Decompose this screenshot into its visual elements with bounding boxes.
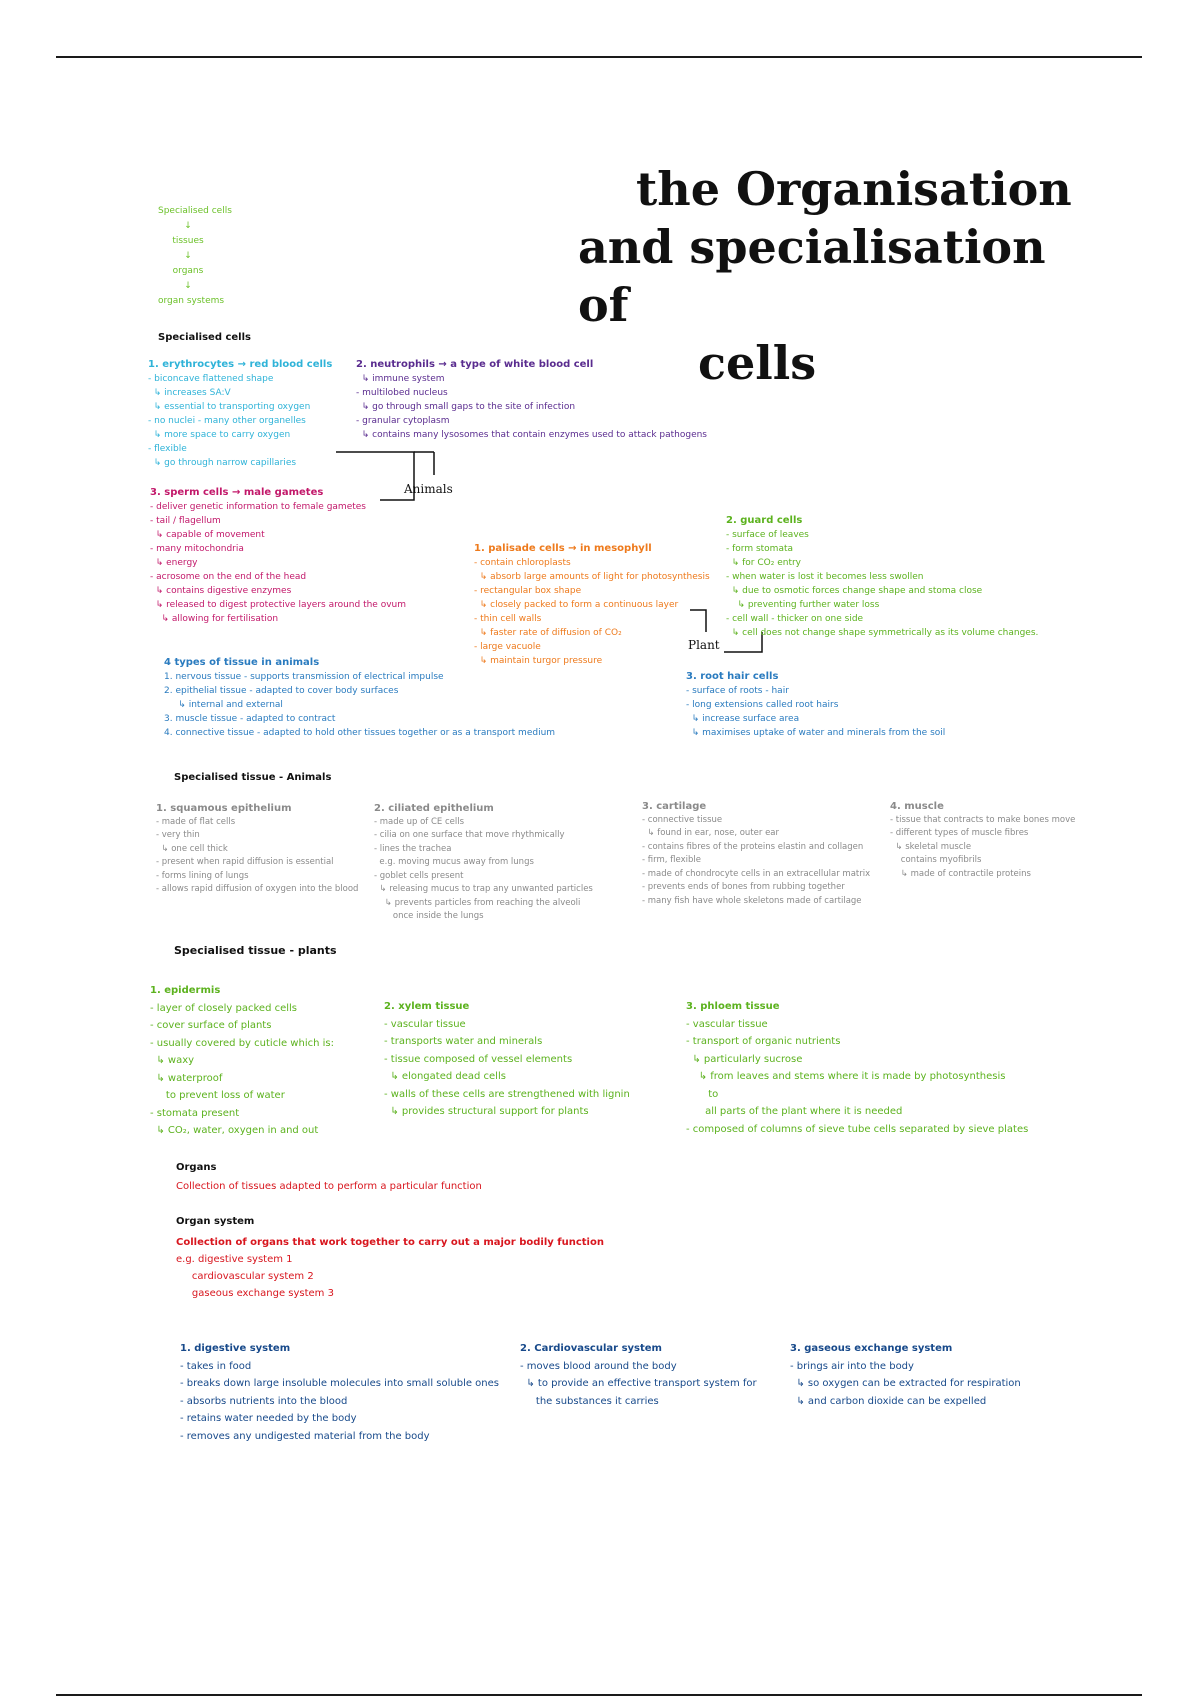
- squamous-epithelium-notes-line: - very thin: [156, 830, 200, 840]
- digestive-system-notes-line: - absorbs nutrients into the blood: [180, 1395, 348, 1407]
- sperm-cell-notes-line: - deliver genetic information to female gametes: [150, 502, 366, 512]
- organ-system-definition-line: cardiovascular system 2: [176, 1271, 314, 1282]
- muscle-notes-line: - tissue that contracts to make bones move: [890, 814, 1076, 825]
- guard-cell-notes-line: ↳ preventing further water loss: [726, 600, 880, 610]
- xylem-notes-line: - walls of these cells are strengthened with lignin: [384, 1088, 630, 1100]
- xylem-notes-line: ↳ elongated dead cells: [384, 1071, 506, 1082]
- organs-heading: Organs: [176, 1162, 217, 1173]
- digestive-system-notes-line: - breaks down large insoluble molecules into small soluble ones: [180, 1378, 499, 1389]
- palisade-cell-notes-line: - rectangular box shape: [474, 586, 582, 596]
- tissue-types-notes-line: 2. epithelial tissue - adapted to cover body surfaces: [164, 686, 399, 696]
- palisade-cell-notes-line: - large vacuole: [474, 642, 541, 652]
- guard-cell-notes-line: ↳ cell does not change shape symmetrically as its volume changes.: [726, 628, 1039, 638]
- palisade-cell-notes-line: - thin cell walls: [474, 614, 542, 624]
- epidermis-notes-line: ↳ waxy: [150, 1055, 195, 1066]
- palisade-cell-notes-line: ↳ maintain turgor pressure: [474, 656, 603, 666]
- squamous-epithelium-notes-line: - present when rapid diffusion is essential: [156, 857, 334, 867]
- sperm-cell-notes-line: ↳ released to digest protective layers around the ovum: [150, 600, 407, 610]
- muscle-notes-line: ↳ made of contractile proteins: [890, 868, 1031, 879]
- cartilage-notes-line: - prevents ends of bones from rubbing together: [642, 882, 845, 892]
- ciliated-epithelium-notes-line: e.g. moving mucus away from lungs: [374, 857, 534, 867]
- erythrocyte-notes-line: ↳ more space to carry oxygen: [148, 430, 291, 440]
- epidermis-notes-line: - stomata present: [150, 1107, 240, 1119]
- cartilage-notes-line: - connective tissue: [642, 814, 723, 825]
- ciliated-epithelium-notes-line: ↳ prevents particles from reaching the alveoli: [374, 897, 581, 908]
- phloem-notes-line: - transport of organic nutrients: [686, 1036, 841, 1047]
- epidermis-notes-line: - layer of closely packed cells: [150, 1002, 298, 1014]
- root-hair-cell-notes-line: - surface of roots - hair: [686, 686, 789, 696]
- ciliated-epithelium-notes-line: - cilia on one surface that move rhythmically: [374, 830, 565, 840]
- ciliated-epithelium-notes-line: 2. ciliated epithelium: [374, 803, 494, 814]
- tissue-types-notes-line: 1. nervous tissue - supports transmission of electrical impulse: [164, 672, 444, 682]
- sperm-cell-notes-line: ↳ capable of movement: [150, 530, 265, 540]
- root-hair-cell-notes-line: 3. root hair cells: [686, 671, 779, 682]
- muscle-notes-line: - different types of muscle fibres: [890, 828, 1029, 838]
- specialised-cells-heading: Specialised cells: [158, 332, 251, 343]
- guard-cell-notes-line: - form stomata: [726, 544, 794, 554]
- erythrocyte-notes-line: ↳ increases SA:V: [148, 388, 231, 398]
- neutrophil-notes-line: ↳ contains many lysosomes that contain enzymes used to attack pathogens: [356, 430, 707, 440]
- plant-label: Plant: [688, 638, 720, 652]
- cartilage-notes-line: 3. cartilage: [642, 801, 707, 812]
- epidermis-notes-line: ↳ waterproof: [150, 1072, 223, 1084]
- sperm-cell-notes-line: ↳ contains digestive enzymes: [150, 586, 292, 596]
- palisade-cell-notes-line: ↳ closely packed to form a continuous layer: [474, 600, 679, 610]
- ciliated-epithelium-notes-line: once inside the lungs: [374, 911, 484, 921]
- organ-system-definition-line: Collection of organs that work together to carry out a major bodily function: [176, 1237, 604, 1248]
- erythrocyte-notes-line: - flexible: [148, 444, 187, 454]
- erythrocyte-notes-line: ↳ essential to transporting oxygen: [148, 402, 311, 412]
- phloem-notes: [686, 998, 1028, 1138]
- xylem-notes-line: - vascular tissue: [384, 1018, 466, 1030]
- plant-tissue-heading: Specialised tissue - plants: [174, 944, 337, 957]
- hierarchy-list-line: organ systems: [158, 296, 225, 306]
- palisade-cell-notes-line: ↳ absorb large amounts of light for photosynthesis: [474, 572, 710, 582]
- phloem-notes-line: - composed of columns of sieve tube cells separated by sieve plates: [686, 1123, 1029, 1135]
- epidermis-notes-line: 1. epidermis: [150, 985, 221, 996]
- epidermis-notes-line: to prevent loss of water: [150, 1090, 285, 1101]
- epidermis-notes-line: ↳ CO₂, water, oxygen in and out: [150, 1125, 319, 1136]
- muscle-notes-line: 4. muscle: [890, 801, 944, 812]
- animals-label: Animals: [404, 482, 453, 496]
- sperm-cell-notes-line: ↳ allowing for fertilisation: [150, 614, 279, 624]
- organ-system-heading: Organ system: [176, 1216, 255, 1227]
- animals-connector: [336, 452, 414, 500]
- cartilage-notes-line: - many fish have whole skeletons made of cartilage: [642, 895, 862, 906]
- neutrophil-notes-line: 2. neutrophils → a type of white blood cell: [356, 359, 594, 370]
- phloem-notes-line: ↳ from leaves and stems where it is made by photosynthesis: [686, 1071, 1006, 1082]
- organ-system-definition: [176, 1234, 604, 1302]
- epidermis-notes-line: - cover surface of plants: [150, 1020, 272, 1031]
- neutrophil-notes-line: - granular cytoplasm: [356, 416, 450, 426]
- gaseous-exchange-system-notes-line: 3. gaseous exchange system: [790, 1343, 953, 1354]
- ciliated-epithelium-notes: [374, 802, 593, 924]
- ciliated-epithelium-notes-line: ↳ releasing mucus to trap any unwanted particles: [374, 884, 593, 894]
- xylem-notes-line: ↳ provides structural support for plants: [384, 1106, 589, 1117]
- palisade-cell-notes-line: - contain chloroplasts: [474, 558, 571, 568]
- erythrocyte-notes-line: - no nuclei - many other organelles: [148, 416, 306, 426]
- palisade-cell-notes: [474, 542, 710, 668]
- cardiovascular-system-notes-line: - moves blood around the body: [520, 1360, 677, 1372]
- hierarchy-list-line: ↓: [184, 281, 192, 291]
- phloem-notes-line: 3. phloem tissue: [686, 1001, 780, 1012]
- sperm-cell-notes-line: 3. sperm cells → male gametes: [150, 487, 324, 498]
- guard-cell-notes: [726, 514, 1038, 640]
- cardiovascular-system-notes-line: the substances it carries: [520, 1395, 659, 1407]
- guard-cell-notes-line: ↳ for CO₂ entry: [726, 558, 801, 568]
- hierarchy-list-line: organs: [172, 266, 204, 276]
- cartilage-notes-line: - firm, flexible: [642, 855, 701, 865]
- xylem-notes: [384, 998, 630, 1121]
- sperm-cell-notes-line: - many mitochondria: [150, 544, 244, 554]
- ciliated-epithelium-notes-line: - made up of CE cells: [374, 816, 465, 827]
- sperm-cell-notes-line: ↳ energy: [150, 558, 198, 568]
- squamous-epithelium-notes: [156, 802, 358, 897]
- digestive-system-notes: [180, 1340, 499, 1445]
- palisade-cell-notes-line: ↳ faster rate of diffusion of CO₂: [474, 628, 622, 638]
- cartilage-notes-line: ↳ found in ear, nose, outer ear: [642, 828, 780, 838]
- squamous-epithelium-notes-line: - made of flat cells: [156, 816, 236, 827]
- phloem-notes-line: - vascular tissue: [686, 1018, 768, 1030]
- digestive-system-notes-line: - takes in food: [180, 1360, 252, 1372]
- sperm-cell-notes-line: - acrosome on the end of the head: [150, 572, 307, 582]
- epidermis-notes-line: - usually covered by cuticle which is:: [150, 1037, 334, 1049]
- root-hair-cell-notes-line: ↳ maximises uptake of water and minerals from the soil: [686, 728, 946, 738]
- hierarchy-list-line: tissues: [172, 236, 204, 246]
- digestive-system-notes-line: 1. digestive system: [180, 1343, 291, 1354]
- cartilage-notes-line: - made of chondrocyte cells in an extracellular matrix: [642, 868, 871, 879]
- erythrocyte-notes-line: 1. erythrocytes → red blood cells: [148, 359, 333, 370]
- root-hair-cell-notes-line: - long extensions called root hairs: [686, 700, 839, 710]
- xylem-notes-line: - tissue composed of vessel elements: [384, 1053, 573, 1065]
- organ-system-definition-line: gaseous exchange system 3: [176, 1288, 334, 1299]
- digestive-system-notes-line: - removes any undigested material from the body: [180, 1430, 430, 1442]
- cardiovascular-system-notes-line: ↳ to provide an effective transport system for: [520, 1378, 757, 1389]
- organs-definition: Collection of tissues adapted to perform a particular function: [176, 1181, 482, 1192]
- neutrophil-notes-line: - multilobed nucleus: [356, 388, 448, 398]
- root-hair-cell-notes: [686, 670, 945, 740]
- digestive-system-notes-line: - retains water needed by the body: [180, 1413, 357, 1424]
- squamous-epithelium-notes-line: - allows rapid diffusion of oxygen into the blood: [156, 884, 359, 894]
- tissue-types-notes-line: ↳ internal and external: [164, 700, 283, 710]
- muscle-notes-line: ↳ skeletal muscle: [890, 841, 972, 852]
- tissue-types-notes-line: 4. connective tissue - adapted to hold other tissues together or as a transport medium: [164, 728, 556, 738]
- squamous-epithelium-notes-line: ↳ one cell thick: [156, 843, 228, 854]
- title-line-3: cells: [698, 336, 817, 390]
- sperm-cell-notes-line: - tail / flagellum: [150, 516, 221, 526]
- neutrophil-notes-line: ↳ immune system: [356, 374, 445, 384]
- animal-tissue-heading: Specialised tissue - Animals: [174, 772, 332, 783]
- cardiovascular-system-notes-line: 2. Cardiovascular system: [520, 1343, 662, 1354]
- hierarchy-list-line: ↓: [184, 251, 192, 261]
- title-line-1: the Organisation: [636, 162, 1072, 216]
- tissue-types-notes: [164, 656, 555, 740]
- palisade-cell-notes-line: 1. palisade cells → in mesophyll: [474, 543, 652, 554]
- phloem-notes-line: all parts of the plant where it is needed: [686, 1106, 903, 1117]
- ciliated-epithelium-notes-line: - goblet cells present: [374, 870, 464, 881]
- root-hair-cell-notes-line: ↳ increase surface area: [686, 714, 800, 724]
- squamous-epithelium-notes-line: - forms lining of lungs: [156, 870, 249, 881]
- gaseous-exchange-system-notes-line: - brings air into the body: [790, 1360, 914, 1372]
- ciliated-epithelium-notes-line: - lines the trachea: [374, 843, 452, 854]
- squamous-epithelium-notes-line: 1. squamous epithelium: [156, 803, 292, 814]
- title-line-2: and specialisation of: [578, 220, 1046, 332]
- gaseous-exchange-system-notes: [790, 1340, 1021, 1410]
- erythrocyte-notes-line: - biconcave flattened shape: [148, 374, 274, 384]
- hierarchy-list-line: ↓: [184, 221, 192, 231]
- cartilage-notes-line: - contains fibres of the proteins elastin and collagen: [642, 841, 864, 852]
- guard-cell-notes-line: - cell wall - thicker on one side: [726, 614, 864, 624]
- tissue-types-notes-line: 4 types of tissue in animals: [164, 657, 320, 668]
- cartilage-notes: [642, 800, 870, 908]
- organ-system-definition-line: e.g. digestive system 1: [176, 1254, 293, 1265]
- hierarchy-list-line: Specialised cells: [158, 206, 232, 216]
- cardiovascular-system-notes: [520, 1340, 757, 1410]
- gaseous-exchange-system-notes-line: ↳ so oxygen can be extracted for respiration: [790, 1378, 1021, 1389]
- erythrocyte-notes-line: ↳ go through narrow capillaries: [148, 458, 297, 468]
- guard-cell-notes-line: - surface of leaves: [726, 530, 809, 540]
- phloem-notes-line: to: [686, 1088, 719, 1100]
- muscle-notes: [890, 800, 1075, 881]
- guard-cell-notes-line: - when water is lost it becomes less swollen: [726, 572, 924, 582]
- gaseous-exchange-system-notes-line: ↳ and carbon dioxide can be expelled: [790, 1395, 987, 1407]
- xylem-notes-line: - transports water and minerals: [384, 1036, 543, 1047]
- phloem-notes-line: ↳ particularly sucrose: [686, 1053, 803, 1065]
- muscle-notes-line: contains myofibrils: [890, 855, 982, 865]
- tissue-types-notes-line: 3. muscle tissue - adapted to contract: [164, 714, 336, 724]
- epidermis-notes: [150, 982, 334, 1140]
- neutrophil-notes-line: ↳ go through small gaps to the site of infection: [356, 402, 576, 412]
- guard-cell-notes-line: ↳ due to osmotic forces change shape and stoma close: [726, 586, 983, 596]
- xylem-notes-line: 2. xylem tissue: [384, 1001, 470, 1012]
- guard-cell-notes-line: 2. guard cells: [726, 515, 803, 526]
